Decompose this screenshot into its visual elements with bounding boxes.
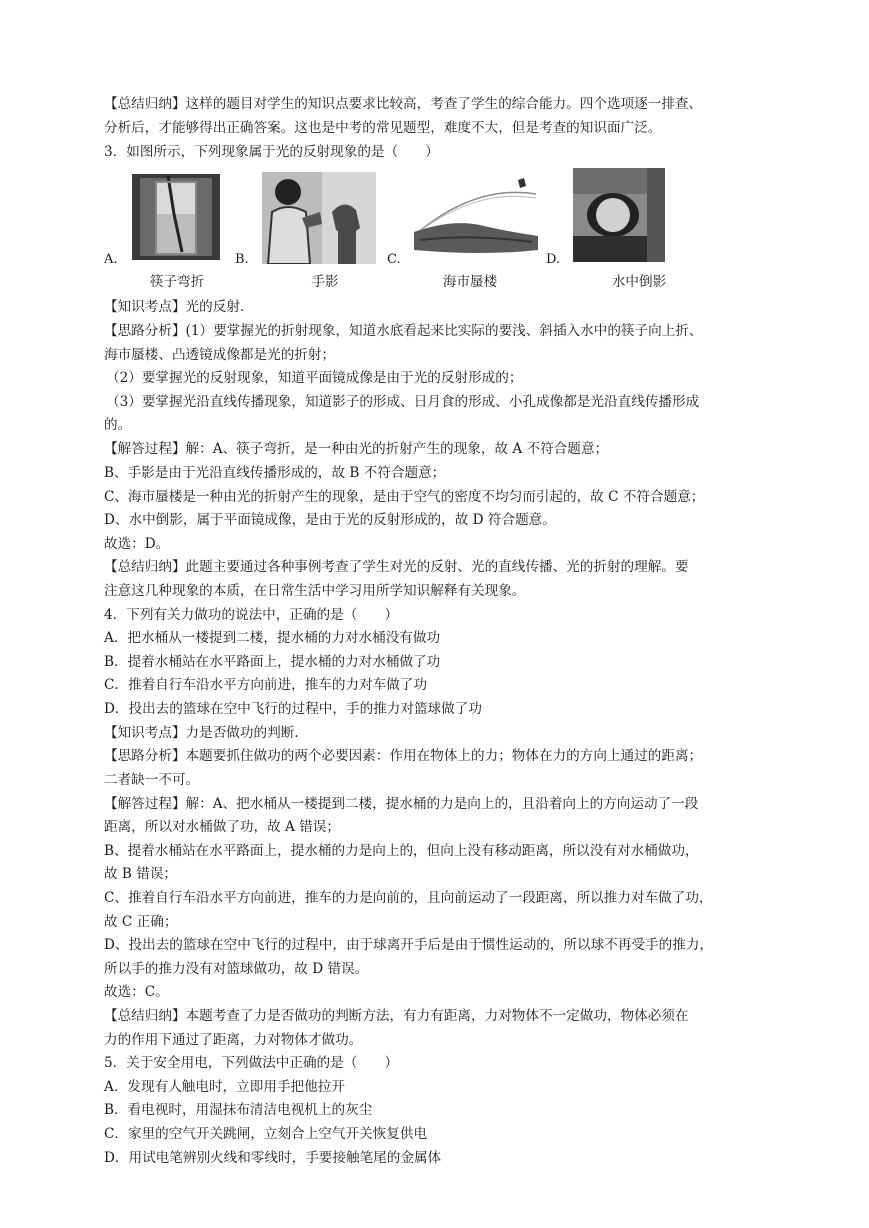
text-line: 【知识考点】力是否做功的判断. (104, 725, 299, 741)
option-a: A．发现有人触电时，立即用手把他拉开 (104, 1079, 345, 1095)
text-line: 【思路分析】本题要抓住做功的两个必要因素：作用在物体上的力；物体在力的方向上通过的距离； (104, 748, 703, 764)
option-letter: C. (387, 252, 401, 267)
option-d: D．用试电笔辨别火线和零线时，手要接触笔尾的金属体 (104, 1150, 442, 1166)
figure-caption: 海市蜃楼 (442, 274, 498, 290)
text-line: 【总结归纳】这样的题目对学生的知识点要求比较高，考查了学生的综合能力。四个选项逐一排查、 (104, 96, 703, 112)
text-line: 【思路分析】(1）要掌握光的折射现象，知道水底看起来比实际的要浅、斜插入水中的筷子向上折、 (104, 323, 703, 339)
option-b: B．提着水桶站在水平路面上，提水桶的力对水桶做了功 (104, 654, 441, 670)
text-line: 故 B 错误； (104, 866, 178, 882)
text-line: 【总结归纳】此题主要通过各种事例考查了学生对光的反射、光的直线传播、光的折射的理解。要 (104, 559, 689, 575)
text-line: C、推着自行车沿水平方向前进，推车的力是向前的，且向前运动了一段距离，所以推力对车做了功， (104, 890, 713, 906)
text-line: 故 C 正确； (104, 914, 178, 930)
option-c: C．家里的空气开关跳闸，立刻合上空气开关恢复供电 (104, 1126, 428, 1142)
text-line: 二者缺一不可。 (104, 772, 200, 788)
figure-caption: 水中倒影 (611, 274, 667, 290)
mirage-photo (414, 174, 538, 262)
hand-shadow-photo (262, 172, 376, 264)
text-line: B、提着水桶站在水平路面上，提水桶的力是向上的，但向上没有移动距离，所以没有对水桶做功， (104, 843, 699, 859)
question-4: 4．下列有关力做功的说法中，正确的是（ ） (104, 607, 399, 623)
option-letter: D. (546, 252, 561, 267)
text-line: 所以手的推力没有对篮球做功，故 D 错误。 (104, 961, 369, 977)
text-line: （3）要掌握光沿直线传播现象，知道影子的形成、日月食的形成、小孔成像都是光沿直线传播形成 (106, 394, 700, 410)
text-line: B、手影是由于光沿直线传播形成的，故 B 不符合题意； (104, 465, 446, 481)
text-line: （2）要掌握光的反射现象，知道平面镜成像是由于光的反射形成的； (106, 370, 523, 386)
text-line: D、水中倒影，属于平面镜成像，是由于光的反射形成的，故 D 符合题意。 (104, 512, 556, 528)
text-line: 海市蜃楼、凸透镜成像都是光的折射； (104, 347, 336, 363)
figure-caption: 筷子弯折 (149, 274, 205, 290)
text-line: 【知识考点】光的反射. (104, 299, 245, 315)
answer-choice: 故选：C。 (104, 984, 169, 1000)
text-line: 距离，所以对水桶做了功，故 A 错误； (104, 819, 340, 835)
option-letter: B. (235, 252, 249, 267)
option-d: D．投出去的篮球在空中飞行的过程中，手的推力对篮球做了功 (104, 701, 482, 717)
question-3: 3．如图所示，下列现象属于光的反射现象的是（ ） (104, 144, 439, 160)
answer-choice: 故选：D。 (104, 536, 170, 552)
text-line: 【解答过程】解：A、把水桶从一楼提到二楼，提水桶的力是向上的，且沿着向上的方向运动了一段 (104, 796, 699, 812)
text-line: D、投出去的篮球在空中飞行的过程中，由于球离开手后是由于惯性运动的，所以球不再受手的推力， (104, 937, 714, 953)
option-letter: A. (104, 252, 118, 267)
option-b: B．看电视时，用湿抹布清洁电视机上的灰尘 (104, 1102, 373, 1118)
text-line: C、海市蜃楼是一种由光的折射产生的现象，是由于空气的密度不均匀而引起的，故 C 不符合题意； (104, 489, 705, 505)
text-line: 【总结归纳】本题考查了力是否做功的判断方法，有力有距离，力对物体不一定做功，物体必须在 (104, 1008, 689, 1024)
figure-caption: 手影 (311, 274, 339, 290)
option-c: C．推着自行车沿水平方向前进，推车的力对车做了功 (104, 677, 428, 693)
text-line: 【解答过程】解：A、筷子弯折，是一种由光的折射产生的现象，故 A 不符合题意； (104, 441, 609, 457)
text-line: 的。 (104, 417, 132, 433)
question-5: 5．关于安全用电，下列做法中正确的是（ ） (104, 1055, 399, 1071)
figure-row (0, 160, 869, 300)
text-line: 注意这几种现象的本质，在日常生活中学习用所学知识解释有关现象。 (104, 583, 526, 599)
text-line: 力的作用下通过了距离，力对物体才做功。 (104, 1032, 363, 1048)
bridge-reflection-photo (573, 168, 665, 262)
chopsticks-in-water-photo (132, 174, 220, 260)
option-a: A．把水桶从一楼提到二楼，提水桶的力对水桶没有做功 (104, 630, 441, 646)
text-line: 分析后，才能够得出正确答案。这也是中考的常见题型，难度不大，但是考查的知识面广泛。 (104, 120, 662, 136)
